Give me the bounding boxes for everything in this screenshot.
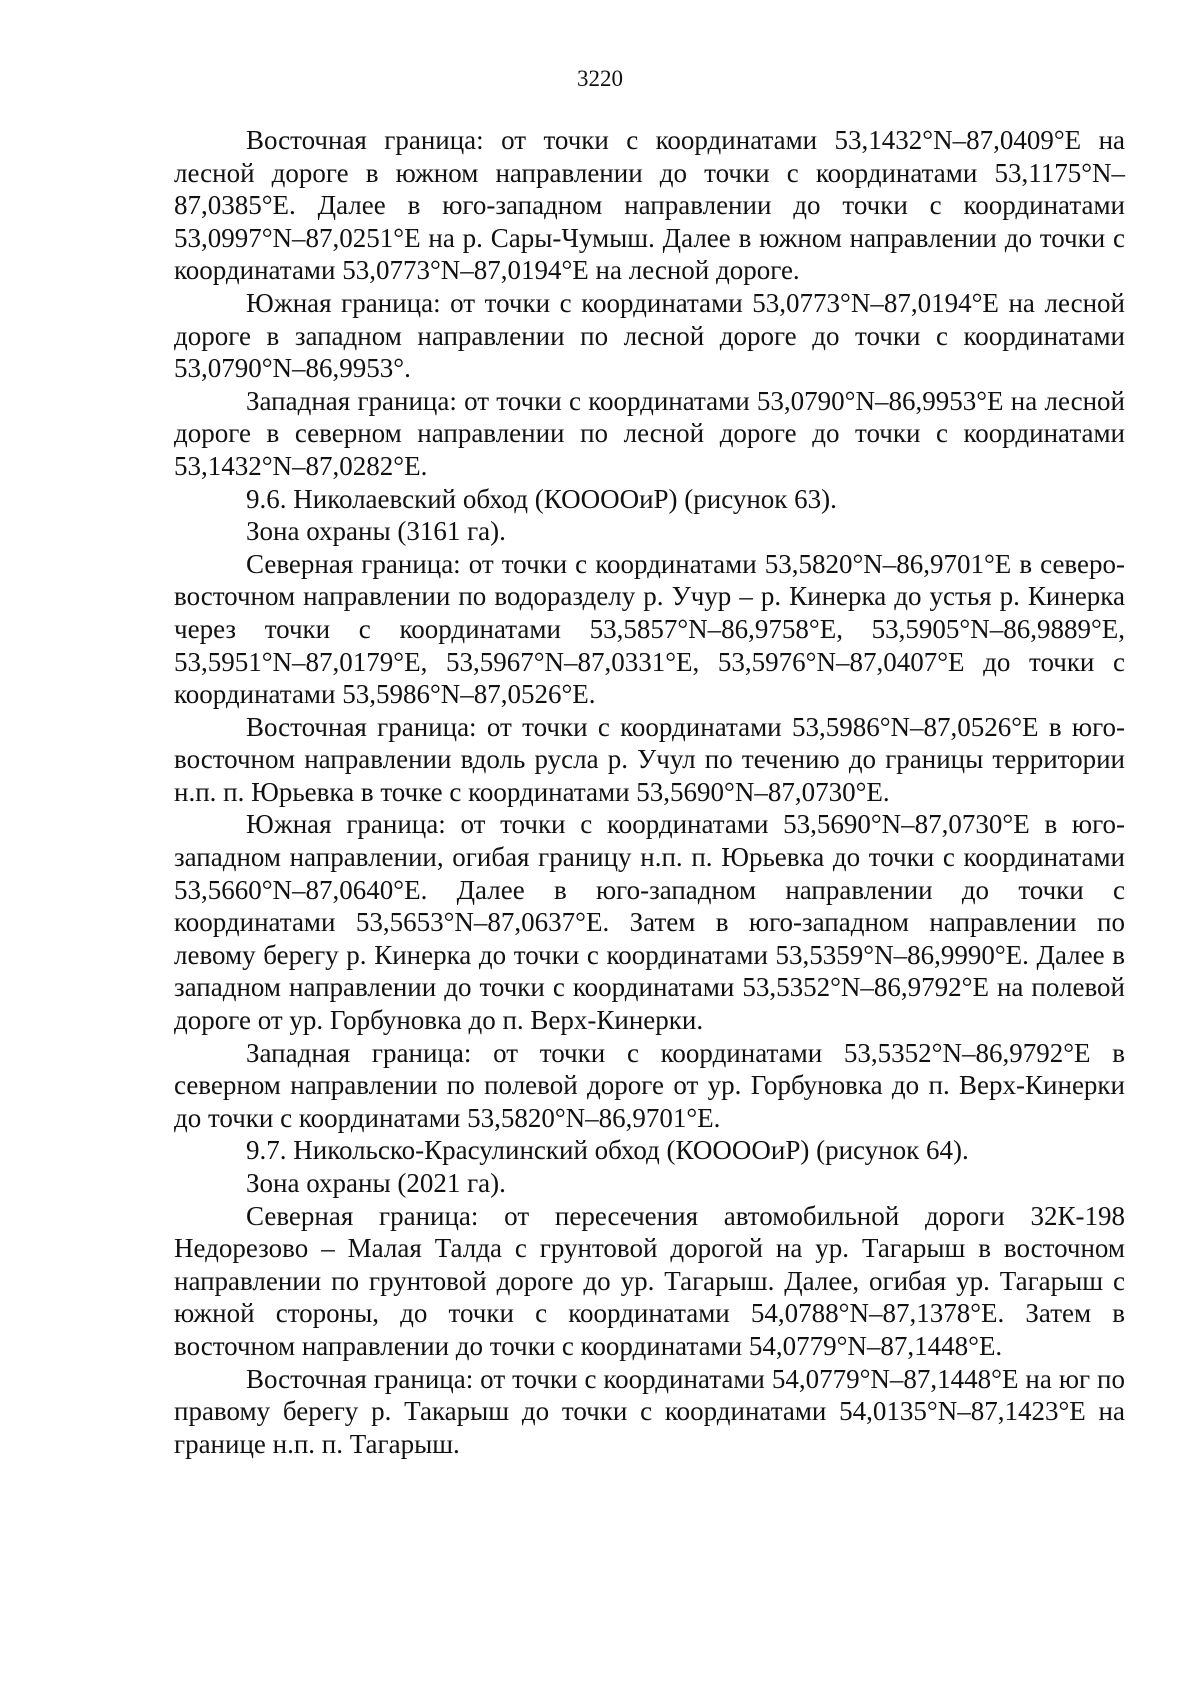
paragraph-western-border: Западная граница: от точки с координатами 53,0790°N–86,9953°E на лесной дороге в северном направлении по лесной дороге до точки с координатами 53,1432°N–87,0282°E. — [174, 385, 1125, 481]
section-heading-9-7: 9.7. Никольско-Красулинский обход (КООООиР) (рисунок 64). — [246, 1135, 969, 1166]
paragraph-southern-border: Южная граница: от точки с координатами 53,0773°N–87,0194°E на лесной дороге в западном направлении по лесной дороге до точки с координатами 53,0790°N–86,9953°. — [174, 287, 1125, 384]
paragraph-eastern-border: Восточная граница: от точки с координатами 54,0779°N–87,1448°E на юг по правому берегу р. Такарыш до точки с координатами 54,0135°N–87,1423°E на границе н.п. п. Тагарыш. — [174, 1363, 1125, 1459]
protection-zone-area: Зона охраны (2021 га). — [246, 1168, 506, 1198]
document-body — [174, 124, 1125, 1460]
paragraph-northern-border: Северная граница: от точки с координатами 53,5820°N–86,9701°E в северо-восточном направлении по водоразделу р. Учур – р. Кинерка до устья р. Кинерка через точки с координатами 53,5857°N–86,9758°E, 53,5905°N–86,9889°E, 53,5951°N–87,0179°E, 53,5967°N–87,0331°E, 53,5976°N–87,0407°E до точки с координатами 53,5986°N–87,0526°E. — [174, 548, 1125, 710]
paragraph-western-border: Западная граница: от точки с координатами 53,5352°N–86,9792°E в северном направлении по полевой дороге от ур. Горбуновка до п. Верх-Кинерки до точки с координатами 53,5820°N–86,9701°E. — [174, 1037, 1125, 1133]
paragraph-eastern-border: Восточная граница: от точки с координатами 53,1432°N–87,0409°E на лесной дороге в южном направлении до точки с координатами 53,1175°N–87,0385°E. Далее в юго-западном направлении до точки с координатами 53,0997°N–87,0251°E на р. Сары-Чумыш. Далее в южном направлении до точки с координатами 53,0773°N–87,0194°E на лесной дороге. — [174, 125, 1125, 286]
paragraph-southern-border: Южная граница: от точки с координатами 53,5690°N–87,0730°E в юго-западном направлении, огибая границу н.п. п. Юрьевка до точки с координатами 53,5660°N–87,0640°E. Далее в юго-западном направлении до точки с координатами 53,5653°N–87,0637°E. Затем в юго-западном направлении по левому берегу р. Кинерка до точки с координатами 53,5359°N–86,9990°E. Далее в западном направлении до точки с координатами 53,5352°N–86,9792°E на полевой дороге от ур. Горбуновка до п. Верх-Кинерки. — [174, 809, 1125, 1036]
page-number: 3220 — [577, 66, 623, 91]
paragraph-northern-border: Северная граница: от пересечения автомобильной дороги 32К-198 Недорезово – Малая Талда с грунтовой дорогой на ур. Тагарыш в восточном направлении по грунтовой дороге до ур. Тагарыш. Далее, огибая ур. Тагарыш с южной стороны, до точки с координатами 54,0788°N–87,1378°E. Затем в восточном направлении до точки с координатами 54,0779°N–87,1448°E. — [174, 1200, 1125, 1361]
paragraph-eastern-border: Восточная граница: от точки с координатами 53,5986°N–87,0526°E в юго-восточном направлении вдоль русла р. Учул по течению до границы территории н.п. п. Юрьевка в точке с координатами 53,5690°N–87,0730°E. — [174, 711, 1125, 807]
protection-zone-area: Зона охраны (3161 га). — [246, 516, 506, 547]
section-heading-9-6: 9.6. Николаевский обход (КООООиР) (рисунок 63). — [246, 483, 837, 514]
